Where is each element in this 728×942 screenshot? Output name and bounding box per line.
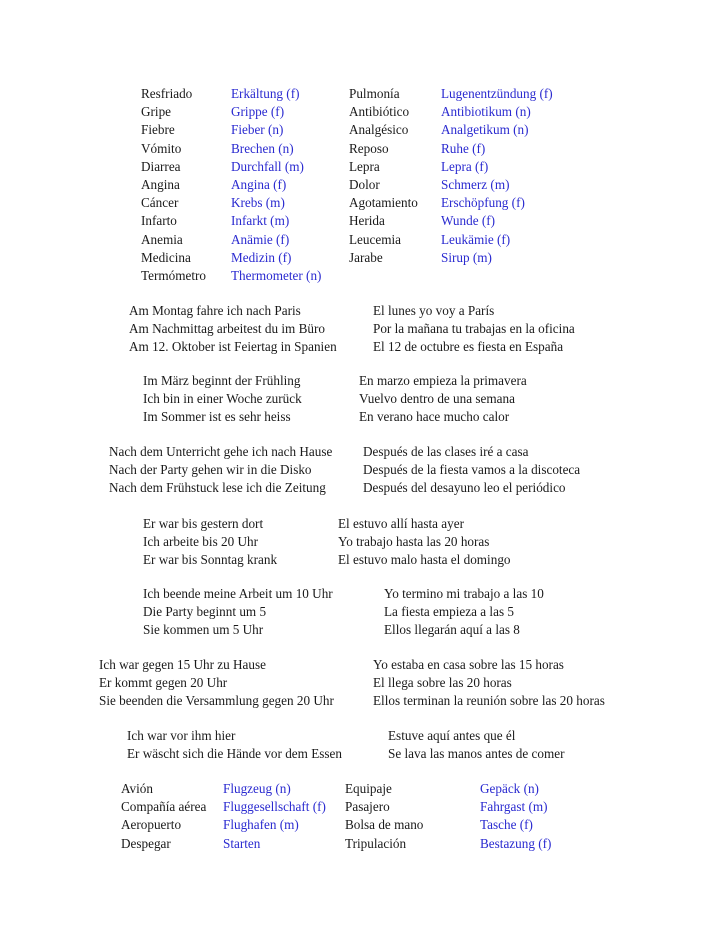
sentence-pair (0, 603, 728, 621)
sentence-pair (0, 533, 728, 551)
travel-vocabulary-table (0, 780, 728, 853)
spanish-term: Reposo (349, 140, 389, 156)
spanish-sentence: Después del desayuno leo el periódico (363, 480, 566, 496)
spanish-term: Angina (141, 176, 180, 192)
spanish-term: Fiebre (141, 122, 175, 138)
spanish-term: Jarabe (349, 249, 383, 265)
german-sentence: Ich war gegen 15 Uhr zu Hause (99, 657, 266, 672)
spanish-term: Cáncer (141, 195, 179, 211)
german-term: Angina (f) (231, 176, 287, 192)
german-sentence: Nach der Party gehen wir in die Disko (109, 462, 312, 478)
spanish-sentence: Después de la fiesta vamos a la discoteca (363, 462, 581, 478)
sentence-pair (0, 302, 728, 320)
sentence-pair (0, 674, 728, 692)
german-term: Schmerz (m) (441, 176, 510, 192)
spanish-term: Avión (121, 781, 153, 796)
spanish-term: Despegar (121, 835, 171, 851)
german-sentence: Ich beende meine Arbeit um 10 Uhr (143, 586, 333, 601)
german-term: Antibiotikum (n) (441, 104, 531, 120)
spanish-sentence: La fiesta empieza a las 5 (384, 604, 514, 620)
sentence-pair (0, 320, 728, 338)
vocab-row (0, 85, 728, 103)
sentence-pair (0, 551, 728, 569)
spanish-sentence: Después de las clases iré a casa (363, 444, 529, 459)
sentence-pair (0, 656, 728, 674)
german-sentence: Ich arbeite bis 20 Uhr (143, 534, 258, 550)
german-term: Fieber (n) (231, 122, 284, 138)
spanish-sentence: Yo estaba en casa sobre las 15 horas (373, 657, 564, 672)
spanish-term: Anemia (141, 231, 183, 247)
spanish-term: Lepra (349, 158, 380, 174)
spanish-term: Herida (349, 213, 385, 229)
sentence-group-vor (0, 727, 728, 763)
german-term: Gepäck (n) (480, 781, 539, 796)
german-term: Lugenentzündung (f) (441, 86, 553, 101)
german-sentence: Im März beginnt der Frühling (143, 373, 301, 388)
german-sentence: Die Party beginnt um 5 (143, 604, 267, 620)
spanish-term: Termómetro (141, 267, 206, 283)
german-term: Infarkt (m) (231, 213, 290, 229)
spanish-term: Equipaje (345, 781, 392, 796)
german-term: Sirup (m) (441, 249, 492, 265)
spanish-term: Tripulación (345, 835, 407, 851)
german-sentence: Am Montag fahre ich nach Paris (129, 303, 301, 318)
sentence-group-im (0, 372, 728, 427)
vocab-row (0, 798, 728, 816)
sentence-pair (0, 479, 728, 497)
german-term: Erkältung (f) (231, 86, 300, 101)
sentence-pair (0, 727, 728, 745)
german-sentence: Sie kommen um 5 Uhr (143, 622, 264, 638)
vocab-row (0, 158, 728, 176)
spanish-term: Vómito (141, 140, 182, 156)
sentence-pair (0, 338, 728, 356)
german-term: Fahrgast (m) (480, 799, 548, 815)
german-term: Anämie (f) (231, 231, 290, 247)
sentence-group-am (0, 302, 728, 357)
spanish-term: Compañía aérea (121, 799, 207, 815)
german-sentence: Sie beenden die Versammlung gegen 20 Uhr (99, 693, 334, 709)
german-term: Analgetikum (n) (441, 122, 529, 138)
german-sentence: Er wäscht sich die Hände vor dem Essen (127, 746, 342, 762)
sentence-pair (0, 515, 728, 533)
spanish-sentence: Ellos terminan la reunión sobre las 20 horas (373, 693, 605, 709)
spanish-sentence: Yo trabajo hasta las 20 horas (338, 534, 490, 550)
vocab-row (0, 816, 728, 834)
vocab-row (0, 267, 728, 285)
german-term: Ruhe (f) (441, 140, 486, 156)
german-term: Leukämie (f) (441, 231, 511, 247)
vocab-row (0, 780, 728, 798)
vocab-row (0, 231, 728, 249)
sentence-pair (0, 461, 728, 479)
german-term: Bestazung (f) (480, 835, 552, 851)
german-sentence: Nach dem Frühstuck lese ich die Zeitung (109, 480, 326, 496)
german-term: Medizin (f) (231, 249, 292, 265)
spanish-term: Agotamiento (349, 195, 418, 211)
sentence-pair (0, 408, 728, 426)
german-term: Thermometer (n) (231, 267, 322, 283)
spanish-sentence: En verano hace mucho calor (359, 409, 510, 425)
spanish-term: Pasajero (345, 799, 390, 815)
german-term: Wunde (f) (441, 213, 496, 229)
spanish-sentence: El 12 de octubre es fiesta en España (373, 339, 564, 355)
sentence-pair (0, 585, 728, 603)
vocab-row (0, 176, 728, 194)
spanish-term: Bolsa de mano (345, 817, 424, 833)
german-term: Fluggesellschaft (f) (223, 799, 326, 815)
spanish-term: Diarrea (141, 158, 181, 174)
sentence-pair (0, 390, 728, 408)
sentence-pair (0, 692, 728, 710)
german-sentence: Am 12. Oktober ist Feiertag in Spanien (129, 339, 337, 355)
german-sentence: Am Nachmittag arbeitest du im Büro (129, 321, 325, 337)
german-term: Starten (223, 835, 261, 851)
german-sentence: Ich bin in einer Woche zurück (143, 391, 302, 407)
vocab-row (0, 212, 728, 230)
spanish-term: Dolor (349, 176, 380, 192)
sentence-pair (0, 621, 728, 639)
german-term: Flugzeug (n) (223, 781, 291, 796)
spanish-term: Leucemia (349, 231, 401, 247)
german-term: Lepra (f) (441, 158, 489, 174)
spanish-term: Antibiótico (349, 104, 410, 120)
spanish-sentence: El estuvo malo hasta el domingo (338, 552, 511, 568)
spanish-sentence: Ellos llegarán aquí a las 8 (384, 622, 520, 638)
german-sentence: Er kommt gegen 20 Uhr (99, 675, 228, 691)
german-term: Tasche (f) (480, 817, 533, 833)
german-term: Grippe (f) (231, 104, 285, 120)
vocab-row (0, 140, 728, 158)
sentence-pair (0, 443, 728, 461)
german-term: Brechen (n) (231, 140, 294, 156)
sentence-group-gegen (0, 656, 728, 711)
sentence-group-bis (0, 515, 728, 570)
german-term: Flughafen (m) (223, 817, 299, 833)
spanish-sentence: Se lava las manos antes de comer (388, 746, 565, 762)
spanish-sentence: Yo termino mi trabajo a las 10 (384, 586, 544, 601)
spanish-term: Gripe (141, 104, 172, 120)
german-sentence: Er war bis gestern dort (143, 516, 264, 531)
spanish-sentence: Estuve aquí antes que él (388, 728, 516, 743)
medical-vocabulary-table (0, 85, 728, 285)
spanish-sentence: El lunes yo voy a París (373, 303, 495, 318)
spanish-sentence: El estuvo allí hasta ayer (338, 516, 464, 531)
german-term: Krebs (m) (231, 195, 285, 211)
spanish-sentence: Por la mañana tu trabajas en la oficina (373, 321, 575, 337)
sentence-pair (0, 745, 728, 763)
spanish-term: Analgésico (349, 122, 409, 138)
german-sentence: Er war bis Sonntag krank (143, 552, 278, 568)
sentence-group-nach (0, 443, 728, 498)
vocab-row (0, 103, 728, 121)
german-sentence: Nach dem Unterricht gehe ich nach Hause (109, 444, 333, 459)
spanish-term: Aeropuerto (121, 817, 182, 833)
sentence-pair (0, 372, 728, 390)
spanish-sentence: Vuelvo dentro de una semana (359, 391, 515, 407)
german-term: Erschöpfung (f) (441, 195, 525, 211)
vocab-row (0, 194, 728, 212)
vocab-row (0, 835, 728, 853)
vocab-row (0, 249, 728, 267)
vocab-row (0, 121, 728, 139)
spanish-term: Resfriado (141, 86, 193, 101)
spanish-sentence: El llega sobre las 20 horas (373, 675, 512, 691)
german-term: Durchfall (m) (231, 158, 304, 174)
spanish-term: Infarto (141, 213, 177, 229)
spanish-sentence: En marzo empieza la primavera (359, 373, 527, 388)
german-sentence: Im Sommer ist es sehr heiss (143, 409, 291, 425)
sentence-group-um (0, 585, 728, 640)
spanish-term: Pulmonía (349, 86, 400, 101)
spanish-term: Medicina (141, 249, 191, 265)
german-sentence: Ich war vor ihm hier (127, 728, 236, 743)
